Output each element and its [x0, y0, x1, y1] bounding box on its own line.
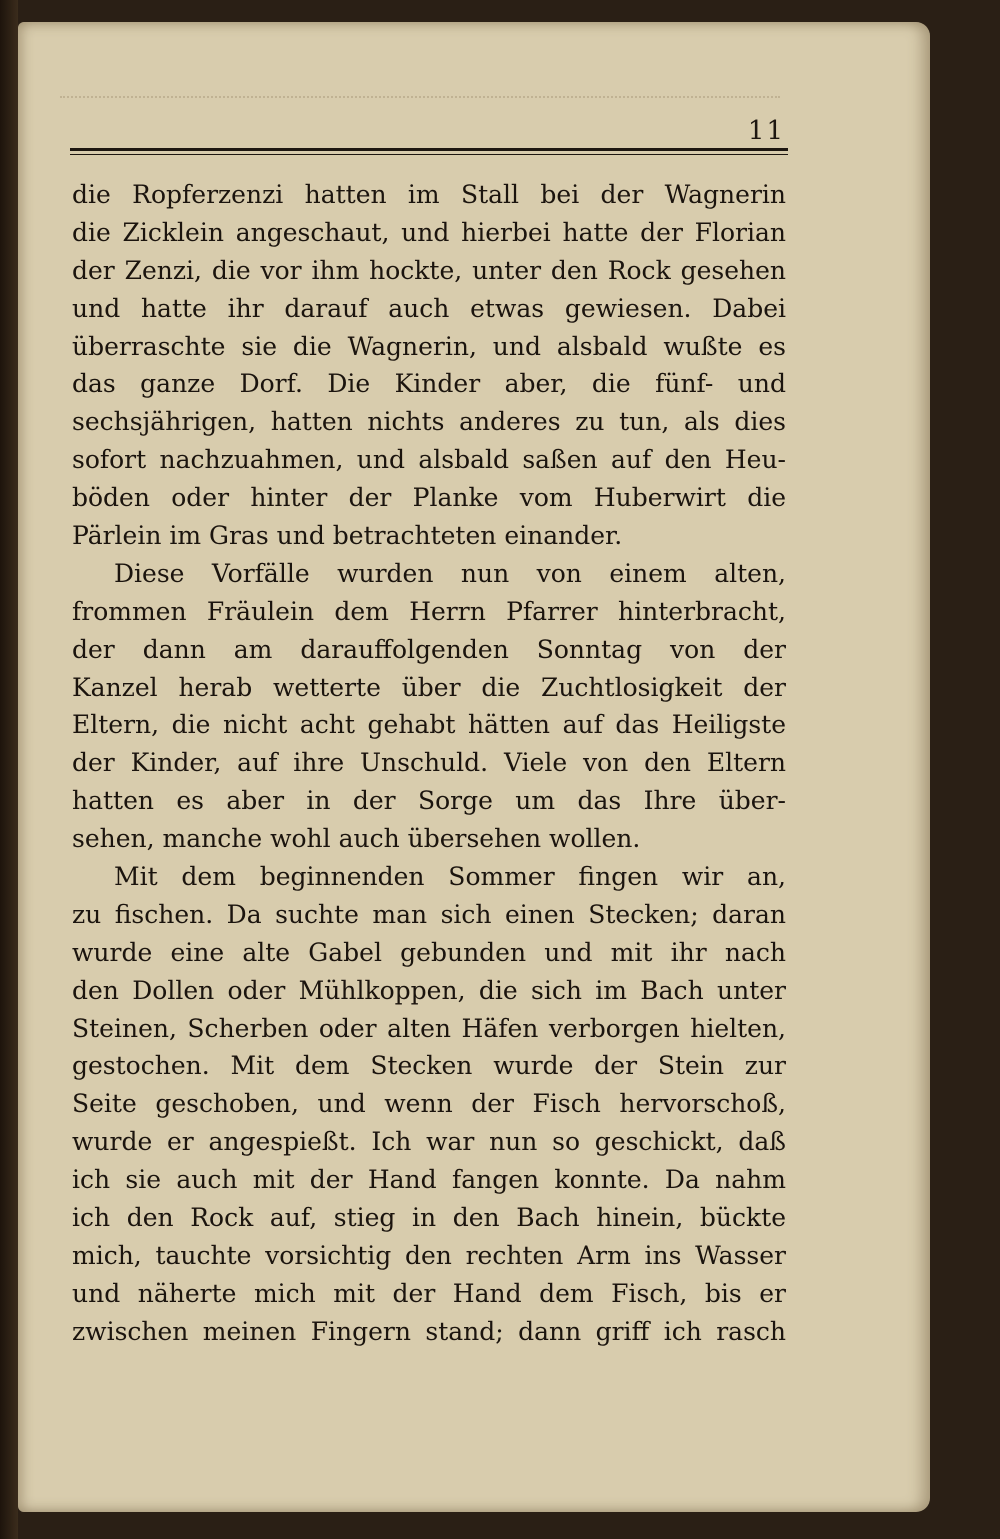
- text-line: die Ropferzenzi hatten im Stall bei der Wagnerin: [72, 180, 786, 209]
- text-line: das ganze Dorf. Die Kinder aber, die fünf- und: [72, 369, 786, 399]
- text-line: Eltern, die nicht acht gehabt hätten auf das Heiligste: [72, 710, 786, 740]
- text-line: ich den Rock auf, stieg in den Bach hinein, bückte: [72, 1203, 786, 1233]
- header-rule: [70, 148, 788, 151]
- text-line: sehen, manche wohl auch übersehen wollen.: [72, 824, 641, 854]
- show-through-ornament: [60, 96, 780, 108]
- text-line: Seite geschoben, und wenn der Fisch hervorschoß,: [72, 1089, 786, 1119]
- text-line: die Zicklein angeschaut, und hierbei hatte der Florian: [72, 217, 786, 247]
- page-number: 11: [747, 116, 785, 146]
- text-line: zu fischen. Da suchte man sich einen Stecken; daran: [72, 899, 786, 929]
- book-spine: [0, 0, 18, 1539]
- text-line: überraschte sie die Wagnerin, und alsbald wußte es: [72, 331, 786, 361]
- text-line: ich sie auch mit der Hand fangen konnte. Da nahm: [72, 1165, 786, 1195]
- text-line: der Zenzi, die vor ihm hockte, unter den Rock gesehen: [72, 255, 786, 285]
- text-line: Diese Vorfälle wurden nun von einem alten,: [114, 558, 786, 588]
- text-line: der dann am darauffolgenden Sonntag von der: [72, 634, 786, 664]
- text-line: und näherte mich mit der Hand dem Fisch, bis er: [72, 1278, 786, 1308]
- text-line: frommen Fräulein dem Herrn Pfarrer hinterbracht,: [72, 596, 786, 626]
- text-line: mich, tauchte vorsichtig den rechten Arm ins Wasser: [72, 1240, 786, 1270]
- text-line: Mit dem beginnenden Sommer fingen wir an,: [114, 862, 786, 892]
- text-line: Pärlein im Gras und betrachteten einander.: [72, 521, 623, 551]
- text-line: gestochen. Mit dem Stecken wurde der Stein zur: [72, 1051, 786, 1081]
- text-line: hatten es aber in der Sorge um das Ihre über-: [72, 786, 786, 816]
- text-line: den Dollen oder Mühlkoppen, die sich im Bach unter: [72, 975, 786, 1005]
- text-line: sechsjährigen, hatten nichts anderes zu tun, als dies: [72, 407, 786, 437]
- text-line: wurde eine alte Gabel gebunden und mit ihr nach: [72, 937, 786, 967]
- text-line: und hatte ihr darauf auch etwas gewiesen. Dabei: [72, 293, 786, 323]
- text-line: wurde er angespießt. Ich war nun so geschickt, daß: [72, 1127, 786, 1157]
- body-text: [72, 176, 786, 1351]
- text-line: böden oder hinter der Planke vom Huberwirt die: [72, 483, 786, 513]
- text-line: der Kinder, auf ihre Unschuld. Viele von den Eltern: [72, 748, 786, 778]
- header-rule-thin: [70, 154, 788, 155]
- text-line: Kanzel herab wetterte über die Zuchtlosigkeit der: [72, 672, 786, 702]
- text-line: Steinen, Scherben oder alten Häfen verborgen hielten,: [72, 1013, 786, 1043]
- text-line: sofort nachzuahmen, und alsbald saßen auf den Heu-: [72, 445, 786, 475]
- text-line: zwischen meinen Fingern stand; dann griff ich rasch: [72, 1316, 786, 1346]
